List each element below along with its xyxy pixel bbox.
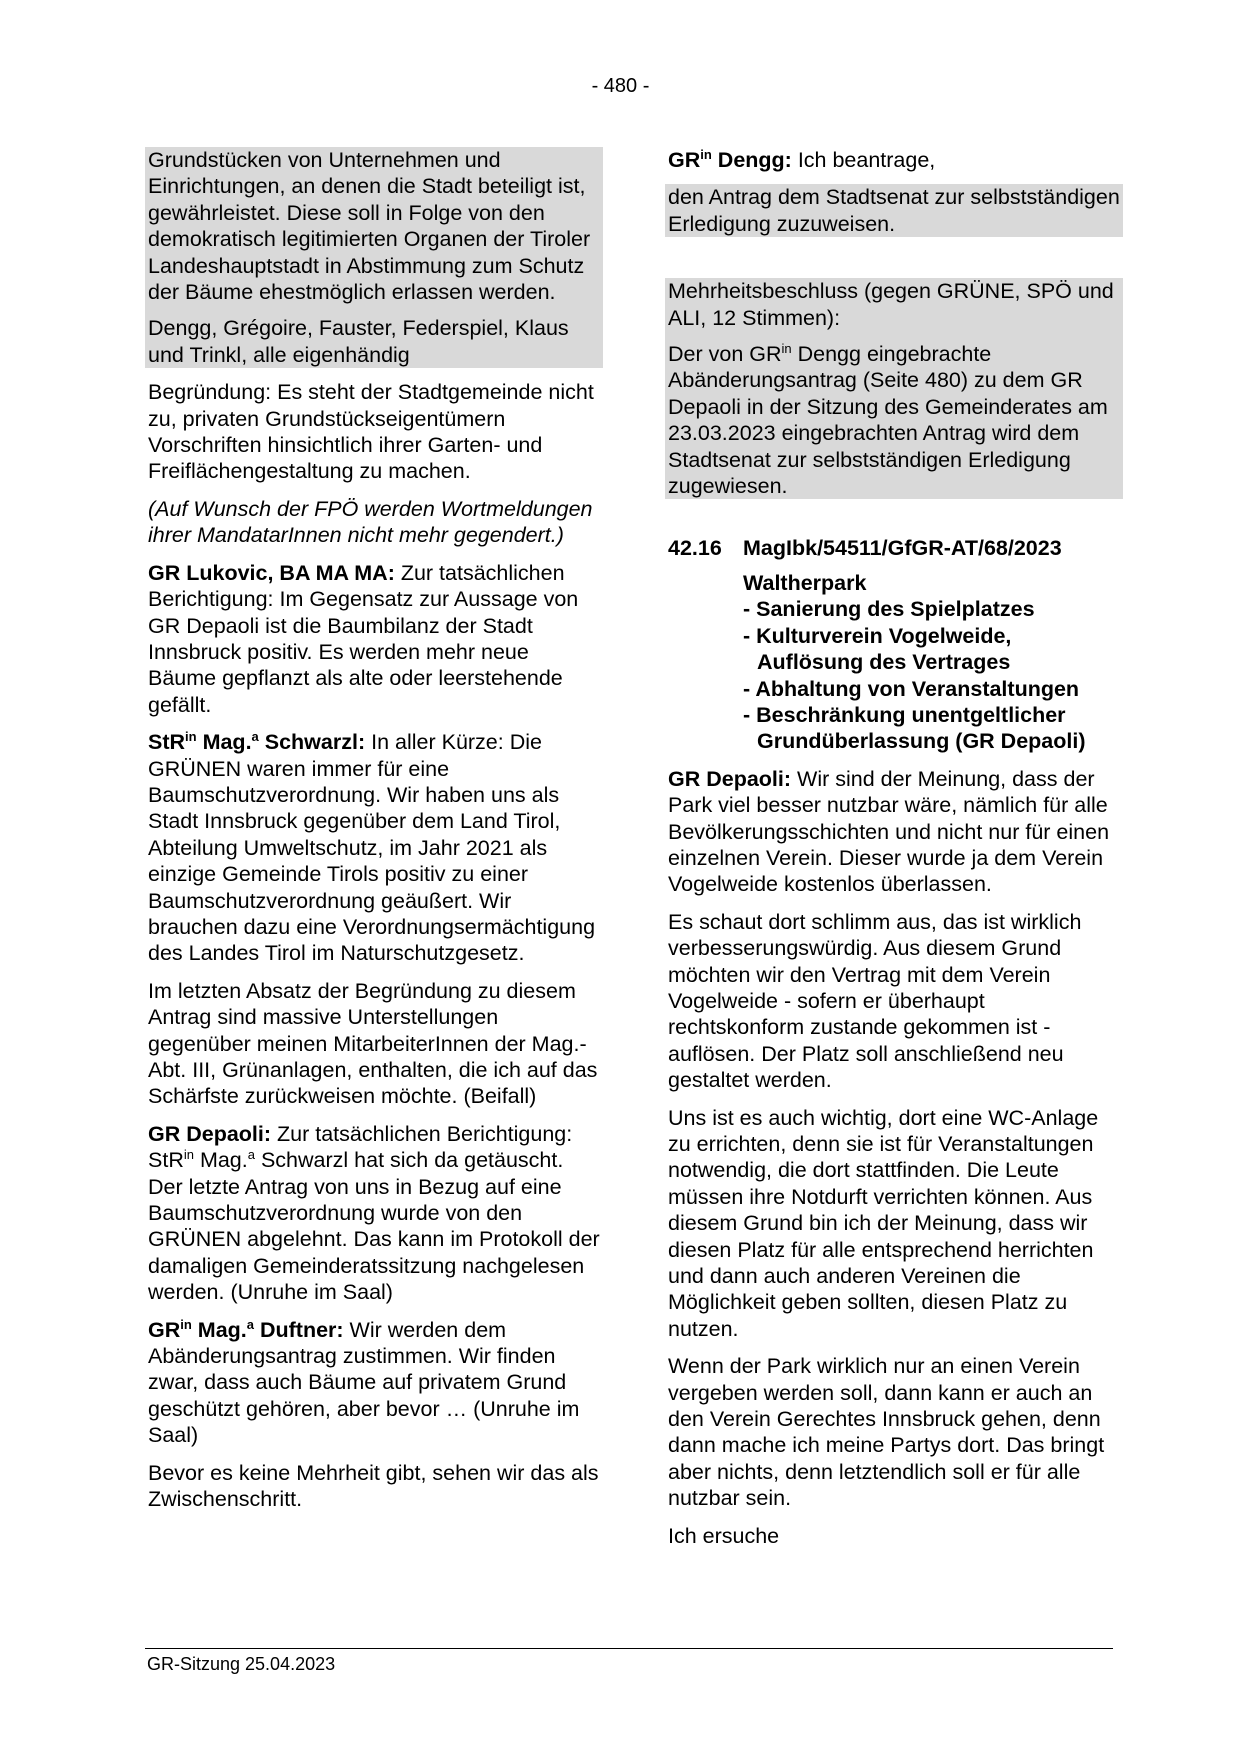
footer-divider <box>145 1648 1113 1649</box>
speech-text: Wir sind der Meinung, dass der Park viel besser nutzbar wäre, nämlich für alle Bevölkerungsschichten und nicht nur für einen einzelnen Verein. Dieser wurde ja dem Verein Vogelweide kostenlos überlassen. <box>668 766 1110 897</box>
fpoe-note: (Auf Wunsch der FPÖ werden Wortmeldungen ihrer MandatarInnen nicht mehr gegendert.) <box>148 496 593 548</box>
agenda-title-line: - Sanierung des Spielplatzes <box>743 597 1035 622</box>
speech-text: Wir werden dem Abänderungsantrag zustimmen. Wir finden zwar, dass auch Bäume auf privatem Grund geschützt gehören, aber bevor … (Unruhe im Saal) <box>148 1317 580 1448</box>
agenda-title-line: - Abhaltung von Veranstaltungen <box>743 676 1080 701</box>
speaker-name: StR$^{in}$ Mag.$^a$ Schwarzl: <box>148 729 366 755</box>
agenda-title <box>740 570 1123 755</box>
agenda-item-header <box>665 535 1123 561</box>
agenda-title-line: Grundüberlassung (GR Depaoli) <box>757 729 1086 754</box>
speech-duftner <box>145 1317 603 1449</box>
signatories: Dengg, Grégoire, Fauster, Federspiel, Klaus und Trinkl, alle eigenhändig <box>145 313 603 368</box>
speech-lukovic <box>145 560 603 718</box>
speaker-name: $GR^{in}$ Dengg: <box>668 147 792 172</box>
motion-text: Grundstücken von Unternehmen und Einrichtungen, an denen die Stadt beteiligt ist, gewährleistet. Diese soll in Folge von den demokratisch legitimierten Organen der Tiroler Landeshauptstadt in Abstimmung zum Schutz der Bäume ehestmöglich erlassen werden. <box>145 147 603 313</box>
footer-session-date: GR-Sitzung 25.04.2023 <box>147 1654 336 1674</box>
agenda-title-line: - Beschränkung unentgeltlicher <box>743 702 1066 727</box>
speech-dengg <box>665 147 1123 173</box>
speech-schwarzl <box>145 729 603 967</box>
speaker-name: $GR^{in}$ Mag.$^a$ Duftner: <box>148 1316 344 1342</box>
speech-text: Zur tatsächlichen Berichtigung: StR$^{in}$ Mag.$^a$ Schwarzl hat sich da getäuscht. Der letzte Antrag von uns in Bezug auf eine Baumschutzverordnung wurde von den GRÜNEN abgelehnt. Das kann im Protokoll der damaligen Gemeinderatssitzung nachgelesen werden. (Unruhe im Saal) <box>148 1121 600 1305</box>
speech-paragraph: Wenn der Park wirklich nur an einen Verein vergeben werden soll, dann kann er auch an den Verein Gerechtes Innsbruck gehen, denn dann mache ich meine Partys dort. Das bringt aber nichts, denn letztendlich soll er für alle nutzbar sein. <box>668 1354 1105 1511</box>
speaker-name: GR Lukovic, BA MA MA: <box>148 560 395 585</box>
speech-paragraph: Es schaut dort schlimm aus, das ist wirklich verbesserungswürdig. Aus diesem Grund möchten wir den Vertrag mit dem Verein Vogelweide - sofern er überhaupt rechtskonform zustande gekommen ist - auflösen. Der Platz soll anschließend neu gestaltet werden. <box>668 909 1082 1093</box>
reasoning: Begründung: Es steht der Stadtgemeinde nicht zu, privaten Grundstückseigentümern Vorschriften hinsichtlich ihrer Garten- und Freiflächengestaltung zu machen. <box>148 380 594 484</box>
speech-paragraph: Uns ist es auch wichtig, dort eine WC-Anlage zu errichten, denn sie ist für Veranstaltungen notwendig, die dort stattfinden. Die Leute müssen ihre Notdurft verrichten können. Aus diesem Grund bin ich der Meinung, dass wir diesen Platz für alle entsprechend herrichten und dann auch anderen Vereinen die Möglichkeit geben sollten, diesen Platz zu nutzen. <box>668 1105 1099 1341</box>
decision-title: Mehrheitsbeschluss (gegen GRÜNE, SPÖ und ALI, 12 Stimmen): <box>665 278 1123 339</box>
speech-text: Ich beantrage, <box>791 148 936 172</box>
agenda-reference: MagIbk/54511/GfGR-AT/68/2023 <box>743 536 1062 561</box>
speaker-name: GR Depaoli: <box>668 766 792 791</box>
speech-text: In aller Kürze: Die GRÜNEN waren immer für eine Baumschutzverordnung. Wir haben uns als Stadt Innsbruck gegenüber dem Land Tirol, Abteilung Umweltschutz, im Jahr 2021 als einzige Gemeinde Tirols positiv zu einer Baumschutzverordnung geäußert. Wir brauchen dazu eine Verordnungsermächtigung des Landes Tirol im Naturschutzgesetz. <box>148 730 596 966</box>
agenda-title-line: Waltherpark <box>743 570 867 595</box>
left-column <box>145 147 603 1524</box>
speech-depaoli <box>145 1121 603 1306</box>
page-number: - 480 - <box>591 75 650 97</box>
speech-duftner-cont: Bevor es keine Mehrheit gibt, sehen wir das als Zwischenschritt. <box>148 1460 599 1512</box>
speech-schwarzl-cont: Im letzten Absatz der Begründung zu diesem Antrag sind massive Unterstellungen gegenüber meinen MitarbeiterInnen der Mag.-Abt. III, Grünanlagen, enthalten, die ich auf das Schärfste zurückweisen möchte. (Beifall) <box>148 978 598 1109</box>
speech-depaoli-waltherpark <box>665 766 1123 898</box>
speech-text: Zur tatsächlichen Berichtigung: Im Gegensatz zur Aussage von GR Depaoli ist die Baumbilanz der Stadt Innsbruck positiv. Es werden mehr neue Bäume gepflanzt als alte oder leerstehende gefällt. <box>148 560 579 717</box>
speech-paragraph: Ich ersuche <box>668 1523 780 1548</box>
motion-request: den Antrag dem Stadtsenat zur selbstständigen Erledigung zuzuweisen. <box>665 184 1123 237</box>
agenda-number: 42.16 <box>668 536 722 561</box>
right-column <box>665 147 1123 1560</box>
agenda-title-line: - Kulturverein Vogelweide, <box>743 623 1012 648</box>
speaker-name: GR Depaoli: <box>148 1121 272 1146</box>
agenda-title-line: Auflösung des Vertrages <box>757 650 1011 675</box>
decision-text: Der von $GR^{in}$ Dengg eingebrachte Abänderungsantrag (Seite 480) zu dem GR Depaoli in der Sitzung des Gemeinderates am 23.03.2023 eingebrachten Antrag wird dem Stadtsenat zur selbstständigen Erledigung zugewiesen. <box>665 339 1123 499</box>
